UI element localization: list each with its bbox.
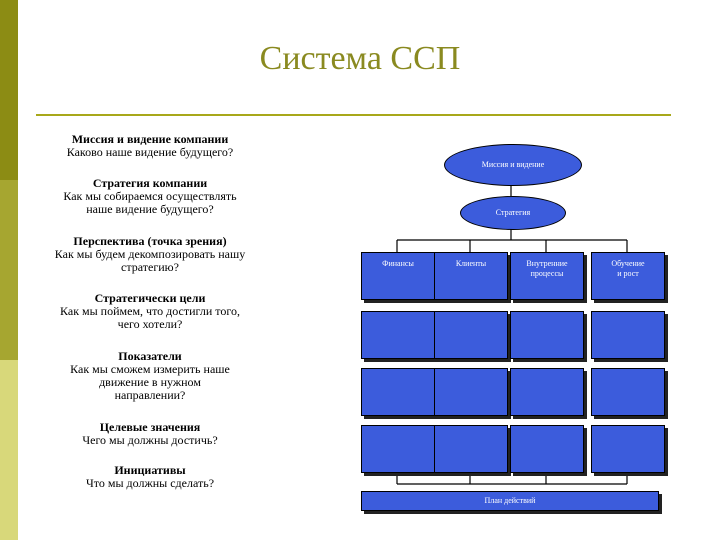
- strategy-ellipse: [460, 196, 566, 230]
- indicator-cell: [434, 368, 508, 416]
- left-item-heading: Перспектива (точка зрения): [73, 234, 227, 248]
- target-cell: [361, 425, 435, 473]
- goal-cell: [434, 311, 508, 359]
- left-item-heading: Стратегия компании: [92, 176, 208, 190]
- target-cell: [510, 425, 584, 473]
- left-item-heading: Целевые значения: [99, 420, 201, 434]
- goal-cell: [510, 311, 584, 359]
- left-item-text: Что мы должны сделать?: [85, 476, 215, 490]
- goal-cell: [361, 311, 435, 359]
- indicator-cell: [510, 368, 584, 416]
- left-item-text: Как мы собираемся осуществлять наше видение будущего?: [63, 189, 237, 216]
- left-item-heading: Стратегически цели: [94, 291, 206, 305]
- slide-title: Система ССП: [259, 40, 461, 77]
- perspective-box-clients: [434, 252, 508, 300]
- perspective-label: Обучение и рост: [611, 259, 645, 278]
- perspective-box-finance: [361, 252, 435, 300]
- perspective-box-learning: [591, 252, 665, 300]
- left-item-text: Чего мы должны достичь?: [82, 433, 218, 447]
- strategy-label: Стратегия: [495, 208, 531, 217]
- indicator-cell: [361, 368, 435, 416]
- left-item-heading: Миссия и видение компании: [71, 132, 229, 146]
- left-item-text: Как мы поймем, что достигли того, чего хотели?: [60, 304, 240, 331]
- left-item-heading: Инициативы: [114, 463, 186, 477]
- perspective-label: Финансы: [382, 259, 414, 268]
- target-cell: [434, 425, 508, 473]
- perspective-label: Внутренние процессы: [526, 259, 568, 278]
- left-item-text: Как мы будем декомпозировать нашу стратегию?: [54, 247, 246, 274]
- perspective-label: Клиенты: [455, 259, 487, 268]
- left-item-heading: Показатели: [118, 349, 182, 363]
- left-item-text: Каково наше видение будущего?: [66, 145, 234, 159]
- action-plan-bar: [361, 491, 659, 511]
- mission-ellipse: [444, 144, 582, 186]
- action-plan-label: План действий: [484, 496, 536, 505]
- indicator-cell: [591, 368, 665, 416]
- perspective-box-processes: [510, 252, 584, 300]
- goal-cell: [591, 311, 665, 359]
- left-item-text: Как мы сможем измерить наше движение в нужном направлении?: [70, 362, 230, 402]
- target-cell: [591, 425, 665, 473]
- mission-label: Миссия и видение: [481, 160, 545, 169]
